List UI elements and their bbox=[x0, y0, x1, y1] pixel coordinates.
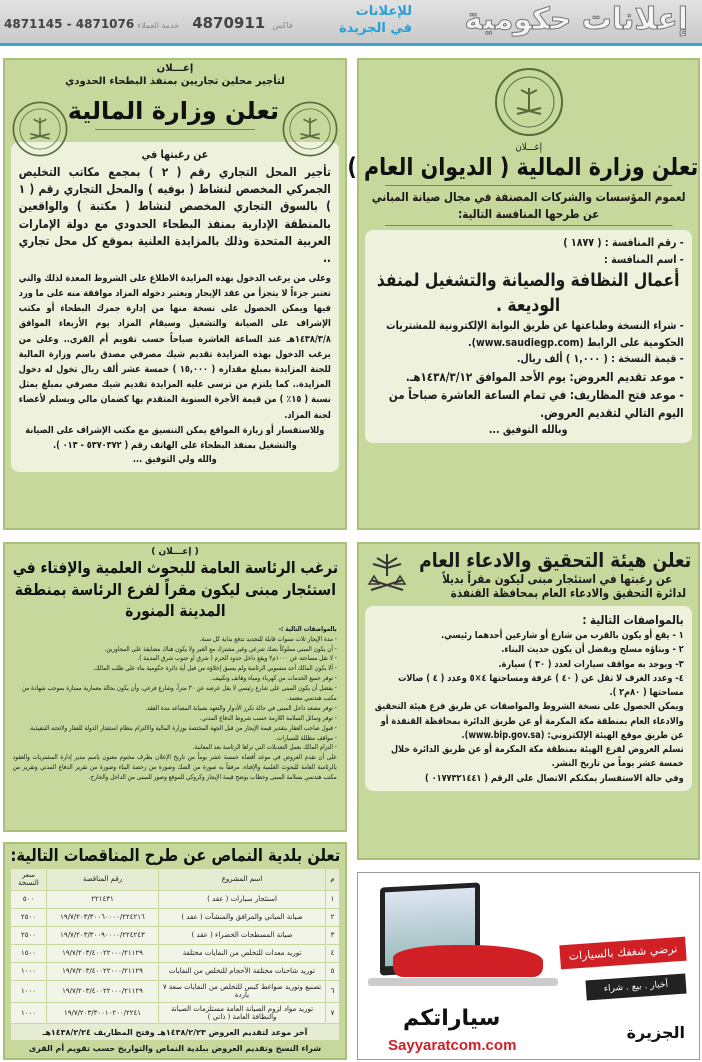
table-cell: توريد مواد لزوم الصيانة العامة مستلزمات الصيانة والنظافة العامة ( ذاتي ) bbox=[159, 1002, 326, 1024]
fax-numbers: 4871145 - 4871076 bbox=[4, 17, 135, 31]
spec-item: - يفضل أن يكون المبنى على شارع رئيسي لا يقل عرضه عن ٣٠ متراً، وشارع فرعي، وأن يكون بحالة معمارية ممتازة بموجب شهادة من مكتب هندسي معتمد. bbox=[22, 684, 337, 703]
service-phone: 4870911 bbox=[192, 14, 266, 32]
ad-title: تعلن هيئة التحقيق والادعاء العام bbox=[419, 548, 692, 572]
fax-label: فاكس bbox=[272, 21, 293, 30]
ad-title: ترغب الرئاسة العامة للبحوث العلمية والإفتاء في استئجار مبنى ليكون مقراً لفرع الرئاسة بمنطقة المدينة المنورة bbox=[12, 558, 338, 621]
column-header: سعر النسخة bbox=[11, 869, 47, 891]
ad-label: إعـــلان bbox=[515, 142, 542, 153]
ad-ministry-finance-tender bbox=[347, 58, 700, 530]
closing: والله ولي التوفيق ... bbox=[133, 454, 217, 466]
ad-namas-municipality bbox=[3, 842, 347, 1060]
brand-url[interactable]: Sayyaratcom.com bbox=[388, 1037, 517, 1054]
specs-heading: بالمواصفات التالية : bbox=[582, 613, 684, 627]
table-cell: ١٩/٧/٢٠٣/٤٠٠٢٢٠٠٠/٢١١٢٩ bbox=[47, 944, 159, 962]
intro: عن رغبتها في bbox=[141, 148, 209, 161]
ad-label: ( إعـــلان ) bbox=[151, 547, 199, 557]
submission-text: على أن تقدم العروض في موعد أقصاه خمسة عشر يوماً من تاريخ الإعلان بظرف مختوم معنون باسم مدير إدارة المشتريات والعقود بالرئاسة العامة للبحوث العلمية والإفتاء، مرفقاً به صورة من الصك وصورة من رخصة البناء وصورة من تقرير الدفاع المدني وتقرير من مكتب هندسي بسلامة المبنى وخطاب يوضح قيمة الإيجار وكروكي للموقع وصور للمبنى من الداخل والخارج. bbox=[12, 753, 337, 782]
table-cell: صيانة المباني والمرافق والمنشآت ( عقد ) bbox=[159, 908, 326, 926]
table-cell: ٦ bbox=[326, 980, 340, 1002]
ad-ministry-finance-rental bbox=[3, 58, 347, 530]
body-text: وعلى من يرغب الدخول بهذه المزايدة الاطلاع على الشروط المعدة لذلك والتي تعتبر جزءاً لا يتجزأ من عقد الإيجار ويعتبر دخوله المزاد موافقة منه على ما ورد فيها ويمكن الحصول على نسخة منها من إدارة جمرك البطحاء أو مكتب الإشراف على الصيانة والتشغيل وسيقام المزاد يوم الأربعاء الموافق ١٤٣٨/٣/٨هـ عند الساعة العاشرة صباحاً حسب تقويم أم القرى.. وعلى من يرغب الدخول بهذه المزايدة تقديم شيك مصرفي مصدق باسم وزارة المالية للجنة المزايدة بمبلغ مقداره ( ١٥,٠٠٠ ) خمسة عشر ألف ريال تخول له دخول المزايدة.. كما يلتزم من ترسى عليه المزايدة تقديم شيك مصرفي بمبلغ يمثل نسبة ( ١٥٪ ) من قيمة الأجرة السنوية المتقدم بها كضمان مالي ويسلم لأعضاء لجنة المزاد. bbox=[18, 272, 331, 421]
table-cell: ٤ bbox=[326, 944, 340, 962]
divider bbox=[95, 129, 255, 130]
service-label: خدمة العملاء bbox=[137, 21, 180, 30]
table-cell: ١٩/٧/٢٠٣/٣٠٠٩٠٠٠٠/٢٢٤٢٤٣ bbox=[47, 926, 159, 944]
table-cell: ٢٢١٤٣١ bbox=[47, 890, 159, 908]
table-cell: ٣ bbox=[326, 926, 340, 944]
tagline: نرضي شغفك بالسيارات bbox=[559, 937, 686, 970]
ad-body bbox=[5, 622, 345, 786]
table-cell: ١٥٠٠ bbox=[11, 944, 47, 962]
copy-price: - قيمة النسخة : ( ١,٠٠٠ ) ألف ريال. bbox=[517, 352, 684, 366]
table-cell: ٢ bbox=[326, 908, 340, 926]
ad-body bbox=[365, 230, 692, 443]
ad-title: تعلن بلدية النماص عن طرح المناقصات التالية: bbox=[10, 846, 340, 866]
ad-subtitle: لعموم المؤسسات والشركات المصنفة في مجال صيانة المباني bbox=[371, 190, 686, 204]
table-cell: ٥٠٠ bbox=[11, 890, 47, 908]
table-cell: ٢٥٠٠ bbox=[11, 926, 47, 944]
column-header: م bbox=[326, 869, 340, 891]
tender-table bbox=[10, 868, 340, 1041]
opening-date: - موعد فتح المظاريف: في تمام الساعة العاشرة صباحاً من اليوم التالي لتقديم العروض. bbox=[389, 387, 684, 420]
spec-item: ٢ - وبناؤه مسلح ويفضل أن يكون حديث البناء. bbox=[501, 644, 684, 656]
column-header: اسم المشروع bbox=[159, 869, 326, 891]
spec-item: ٣- ويوجد به مواقف سيارات لعدد ( ٣٠ ) سيارة. bbox=[498, 658, 684, 670]
ad-subtitle: لتأجير محلين تجاريين بمنفذ البطحاء الحدودي bbox=[65, 76, 285, 87]
brand-logo: سياراتكم bbox=[403, 1006, 501, 1031]
table-row bbox=[11, 962, 340, 980]
ad-subtitle: لدائرة التحقيق والادعاء العام بمحافظة القنفذة bbox=[450, 586, 686, 600]
ad-subtitle: عن طرحها المنافسة التالية: bbox=[457, 207, 600, 221]
table-cell: ٧ bbox=[326, 1002, 340, 1024]
spec-item: ١ - يقع أو يكون بالقرب من شارع أو شارعين أحدهما رئيسي. bbox=[441, 630, 684, 641]
tagline: أخبار . بيع . شراء bbox=[585, 974, 686, 1001]
laptop-base bbox=[368, 978, 558, 986]
closing: وبالله التوفيق ... bbox=[489, 422, 568, 436]
spec-item: - التزام المالك بعمل التعديلات التي تراها الرئاسة بعد المعاينة. bbox=[193, 743, 337, 752]
conditions-text: ويمكن الحصول على نسخة الشروط والمواصفات عن طريق فرع هيئة التحقيق والادعاء العام بمنطقة مكة المكرمة أو عن طريق الدائرة بمحافظة القنفذة أو عن طريق موقع الهيئة الإلكتروني: (www.bip.gov.sa). bbox=[375, 701, 684, 741]
table-row bbox=[11, 908, 340, 926]
tender-name-label: - اسم المنافسة : bbox=[604, 252, 684, 266]
palm-swords-emblem-icon bbox=[367, 550, 407, 594]
spec-item: - قبول صاحب العقار بتقدير قيمة الإيجار من قبل الجهة المختصة بوزارة المالية والالتزام بنظام استئجار الدولة للعقار ولائحته التنفيذية. bbox=[28, 723, 338, 732]
tender-table-wrap bbox=[5, 868, 345, 1041]
sayyaratcom-ad[interactable] bbox=[357, 872, 700, 1060]
spec-item: - توفر وسائل السلامة اللازمة حسب شروط الدفاع المدني. bbox=[200, 713, 337, 722]
contact-info: وفي حالة الاستفسار يمكنكم الاتصال على الرقم ( ٠١٧٧٣٢١٤٤١ ) bbox=[425, 772, 684, 784]
table-footer: شراء النسخ وتقديم العروض ببلدية النماص والتواريخ حسب تقويم أم القرى bbox=[28, 1044, 322, 1054]
ad-title: تعلن وزارة المالية bbox=[67, 97, 279, 125]
page-header bbox=[0, 0, 702, 46]
table-row bbox=[11, 980, 340, 1002]
table-row bbox=[11, 926, 340, 944]
spec-item: - مواقف مظللة للسيارات. bbox=[275, 733, 337, 742]
spec-item: - لا تقل مساحته عن ١٠٠٠م٢ ويقع داخل حدود الحرم ( شرق أو جنوب شرق المدينة ). bbox=[137, 654, 337, 663]
tender-number: - رقم المنافسة : ( ١٨٧٧ ) bbox=[563, 236, 684, 249]
submission-text: تسلم العروض لفرع الهيئة بمنطقة مكة المكرمة أو عن طريق الدائرة خلال خمسة عشر يوماً من تاريخ النشر. bbox=[391, 744, 684, 770]
spec-item: - أن يكون المبنى مملوكاً بصك شرعي وغير مشترك مع الغير ولا يكون هناك مضايقة على المجاورين. bbox=[104, 644, 337, 653]
table-cell: استئجار سيارات ( عقد ) bbox=[159, 890, 326, 908]
divider bbox=[385, 185, 672, 186]
ministry-seal-icon bbox=[493, 66, 565, 138]
table-row bbox=[11, 944, 340, 962]
contact-info: وللاستفسار أو زيارة المواقع يمكن التنسيق مع مكتب الإشراف على الصيانة والتشغيل بمنفذ البطحاء على الهاتف رقم ( ٥٣٧٠٣٧٢ - ٠١٣ ). bbox=[25, 424, 325, 451]
specs-heading: بالمواصفات التالية :- bbox=[278, 624, 337, 633]
section-title: إعلانات حكومية bbox=[464, 2, 688, 37]
ad-title: تعلن وزارة المالية ( الديوان العام ) bbox=[347, 153, 698, 181]
ad-body bbox=[11, 142, 339, 472]
spec-item: - ألا يكون المالك أحد منسوبي الرئاسة ولم يسبق إخلاؤه من قبل أية دائرة حكومية بناء على طلب المالك. bbox=[93, 664, 337, 673]
table-cell: ٢٥٠٠ bbox=[11, 908, 47, 926]
table-cell: توريد معدات للتخلص من النفايات مختلفة bbox=[159, 944, 326, 962]
table-cell: ١٩/٧/٢٠٣/٣٠٠٦٠٠٠٠/٢٢٤٢١٦ bbox=[47, 908, 159, 926]
promo-text bbox=[332, 3, 412, 37]
submission-deadline: - موعد تقديم العروض: يوم الأحد الموافق ١٤٣٨/٣/١٢هـ. bbox=[406, 369, 684, 384]
table-row bbox=[11, 890, 340, 908]
contact-phones bbox=[4, 14, 296, 32]
ad-research-presidency bbox=[3, 542, 347, 832]
promo-line: للإعلانات bbox=[355, 4, 412, 19]
divider bbox=[385, 225, 672, 226]
deadline-row: آخر موعد لتقديم العروض ١٤٣٨/٢/٢٣هـ وفتح المظاريف ١٤٣٨/٢/٢٤هـ bbox=[11, 1024, 340, 1041]
table-cell: ١٩/٧/٢٠٣/٤٠٠٢٢٠٠٠/٢١١٢٩ bbox=[47, 962, 159, 980]
table-cell: ١ bbox=[326, 890, 340, 908]
al-jazirah-logo: الجزيرة bbox=[626, 1023, 685, 1042]
purchase-info: - شراء النسخة وطباعتها عن طريق البوابة الإلكترونية للمشتريات الحكومية على الرابط (www.saudiegp.com). bbox=[386, 319, 684, 349]
table-row bbox=[11, 1002, 340, 1024]
table-cell: تصنيع وتوريد ضواغط كبس للتخلص من النفايات سعة ٧ ياردة bbox=[159, 980, 326, 1002]
tender-name: أعمال النظافة والصيانة والتشغيل لمنفذ الوديعة . bbox=[377, 270, 680, 317]
ad-subtitle: عن رغبتها في استئجار مبنى ليكون مقراً بديلاً bbox=[442, 572, 673, 586]
table-cell: ١٩/٧/٢٠٣/٣٠٠١٠٢٠٠/٢٢٤١ bbox=[47, 1002, 159, 1024]
ad-investigation-authority bbox=[357, 542, 700, 860]
ad-body bbox=[365, 606, 692, 791]
table-cell: ١٠٠٠ bbox=[11, 980, 47, 1002]
table-cell: صيانة المسطحات الخضراء ( عقد ) bbox=[159, 926, 326, 944]
table-cell: ١٠٠٠ bbox=[11, 1002, 47, 1024]
table-header-row bbox=[11, 869, 340, 891]
ad-label: إعـــلان bbox=[156, 63, 194, 74]
spec-item: - توفر جميع الخدمات من كهرباء ومياه وهاتف وتكييف. bbox=[211, 674, 337, 683]
spec-item: - مدة الإيجار ثلاث سنوات قابلة للتجديد تدفع بداية كل سنة. bbox=[200, 634, 337, 643]
red-car-image bbox=[393, 945, 543, 977]
main-text: تأجير المحل التجاري رقم ( ٢ ) بمجمع مكاتب التخليص الجمركي المخصص لنشاط ( بوفيه ) والمحل التجاري رقم ( ١ ) بالسوق التجاري المخصص لنشاط ( مكتبة ) والواقعين بالمنطقة الإدارية بمنفذ البطحاء الحدودي مع دولة الإمارات العربية المتحدة وذلك بالمزايدة العلنية بموقع كل محل تجاري .. bbox=[18, 164, 332, 266]
table-cell: توريد شاحنات مختلفة الأحجام للتخلص من النفايات bbox=[159, 962, 326, 980]
column-header: رقم المناقصة bbox=[47, 869, 159, 891]
table-cell: ٥ bbox=[326, 962, 340, 980]
spec-item: - توفر مصعد داخل المبنى في حالة تكرر الأدوار والتعهد بصيانة المصاعد مدة العقد. bbox=[145, 703, 337, 712]
spec-item: ٤- وعدد الغرف لا تقل عن ( ٤٠ ) غرفة ومساحتها ٤×٥ وعدد ( ٤ ) صالات مساحتها ( ٨٠م٢ ). bbox=[398, 672, 684, 698]
table-cell: ١٠٠٠ bbox=[11, 962, 47, 980]
table-cell: ١٩/٧/٢٠٣/٤٠٠٢٢٠٠٠/٢١١٢٩ bbox=[47, 980, 159, 1002]
promo-line: في الجريدة bbox=[338, 21, 412, 36]
